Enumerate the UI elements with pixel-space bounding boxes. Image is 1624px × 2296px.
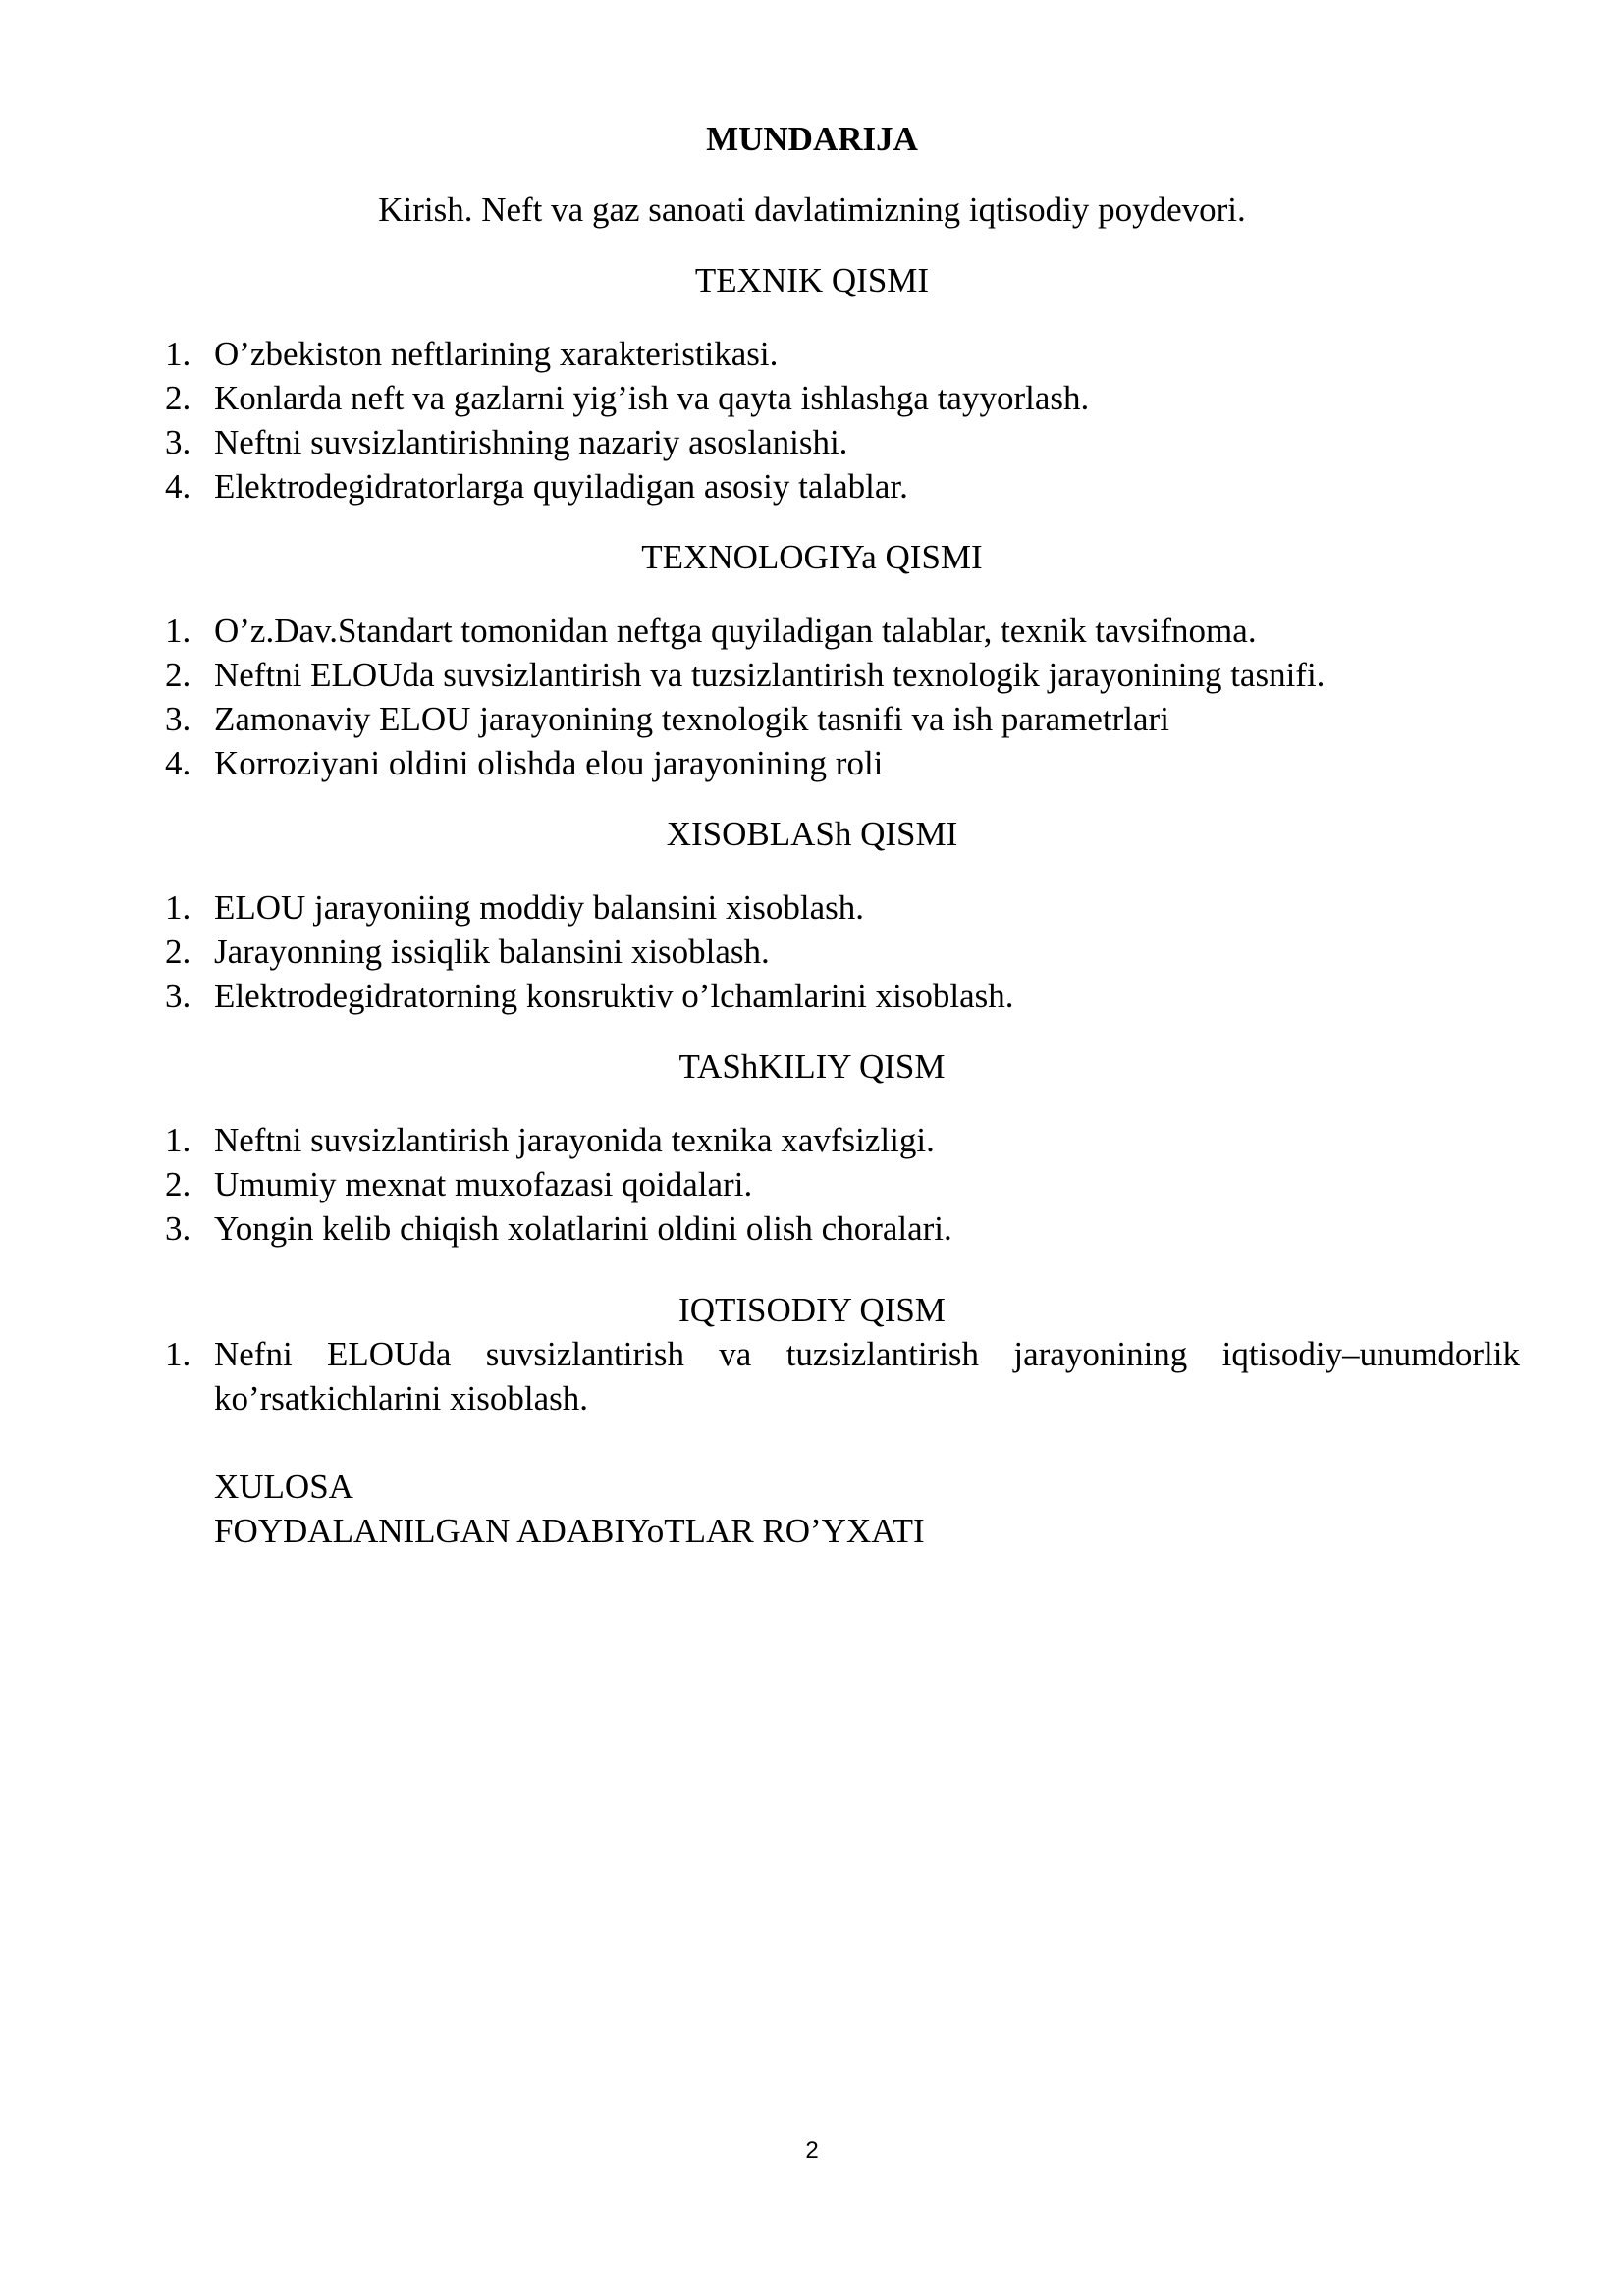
item-text: Elektrodegidratorlarga quyiladigan asosiy talablar. xyxy=(214,467,908,506)
section-list-technical xyxy=(165,332,1520,508)
item-number: 1. xyxy=(165,888,191,927)
section-heading-technical: TEXNIK QISMI xyxy=(694,261,930,299)
list-item xyxy=(165,741,1520,785)
item-number: 2. xyxy=(165,1165,191,1203)
item-text: O’zbekiston neftlarining xarakteristikasi. xyxy=(214,335,779,373)
section-heading-organizational: TAShKILIY QISM xyxy=(678,1047,946,1086)
list-item xyxy=(165,974,1520,1018)
item-number: 4. xyxy=(165,744,191,782)
item-text: ELOU jarayoniing moddiy balansini xisoblash. xyxy=(214,888,864,927)
item-number: 2. xyxy=(165,656,191,694)
list-item xyxy=(165,420,1520,464)
list-item xyxy=(165,930,1520,974)
section-list-organizational xyxy=(165,1118,1520,1251)
section-list-calculation xyxy=(165,885,1520,1018)
item-number: 1. xyxy=(165,612,191,650)
item-number: 4. xyxy=(165,467,191,506)
item-text: Neftni ELOUda suvsizlantirish va tuzsizlantirish texnologik jarayonining tasnifi. xyxy=(214,656,1326,694)
item-number: 3. xyxy=(165,977,191,1015)
list-item xyxy=(165,697,1520,741)
list-item xyxy=(165,376,1520,420)
item-text: Nefni ELOUda suvsizlantirish va tuzsizlantirish jarayonining iqtisodiy–unumdorlik ko’rsatkichlarini xisoblash. xyxy=(214,1335,1520,1417)
item-number: 1. xyxy=(165,335,191,373)
list-item xyxy=(165,1118,1520,1162)
section-heading-calculation: XISOBLASh QISMI xyxy=(666,815,958,853)
conclusion-entry: XULOSA xyxy=(214,1468,353,1506)
section-heading-technology: TEXNOLOGIYa QISMI xyxy=(641,538,983,576)
section-list-economic xyxy=(165,1332,1520,1420)
list-item xyxy=(165,1162,1520,1206)
item-number: 2. xyxy=(165,379,191,417)
item-number: 2. xyxy=(165,933,191,971)
references-entry: FOYDALANILGAN ADABIYoTLAR RO’YXATI xyxy=(214,1512,925,1550)
list-item xyxy=(165,609,1520,653)
list-item xyxy=(165,885,1520,930)
item-number: 1. xyxy=(165,1121,191,1159)
page-number: 2 xyxy=(805,2137,819,2163)
item-text: Zamonaviy ELOU jarayonining texnologik tasnifi va ish parametrlari xyxy=(214,700,1169,738)
introduction-entry: Kirish. Neft va gaz sanoati davlatimizning iqtisodiy poydevori. xyxy=(378,190,1246,229)
item-number: 3. xyxy=(165,700,191,738)
document-title: MUNDARIJA xyxy=(706,120,918,158)
section-heading-economic: IQTISODIY QISM xyxy=(678,1291,946,1329)
item-text: Korroziyani oldini olishda elou jarayonining roli xyxy=(214,744,884,782)
item-number: 1. xyxy=(165,1335,191,1373)
item-text: Umumiy mexnat muxofazasi qoidalari. xyxy=(214,1165,753,1203)
list-item xyxy=(165,332,1520,376)
item-number: 3. xyxy=(165,423,191,461)
list-item xyxy=(165,653,1520,697)
list-item xyxy=(165,464,1520,508)
list-item xyxy=(165,1332,1520,1420)
item-number: 3. xyxy=(165,1209,191,1248)
item-text: Konlarda neft va gazlarni yig’ish va qayta ishlashga tayyorlash. xyxy=(214,379,1090,417)
item-text: Elektrodegidratorning konsruktiv o’lchamlarini xisoblash. xyxy=(214,977,1014,1015)
item-text: Neftni suvsizlantirish jarayonida texnika xavfsizligi. xyxy=(214,1121,935,1159)
item-text: Yongin kelib chiqish xolatlarini oldini olish choralari. xyxy=(214,1209,952,1248)
section-list-technology xyxy=(165,609,1520,785)
list-item xyxy=(165,1206,1520,1251)
item-text: Neftni suvsizlantirishning nazariy asoslanishi. xyxy=(214,423,848,461)
item-text: Jarayonning issiqlik balansini xisoblash. xyxy=(214,933,770,971)
item-text: O’z.Dav.Standart tomonidan neftga quyiladigan talablar, texnik tavsifnoma. xyxy=(214,612,1257,650)
